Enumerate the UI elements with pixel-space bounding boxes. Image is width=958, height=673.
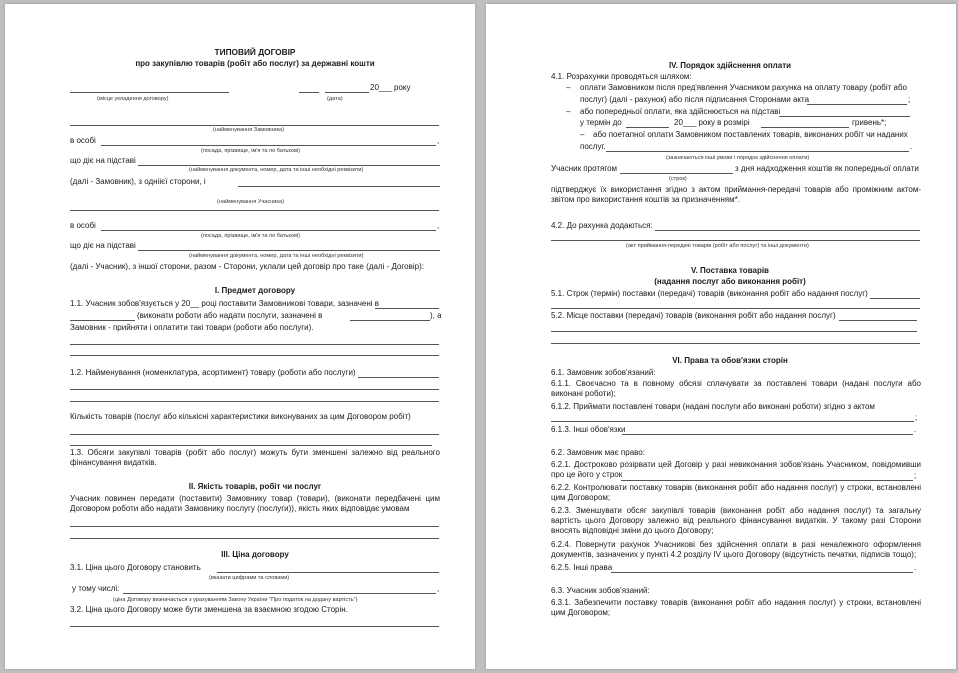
clause-6-2-5-blank: [611, 572, 913, 573]
section-4-heading: IV. Порядок здійснення оплати: [668, 61, 792, 70]
clause-1-1-line3: Замовник - прийняти і оплатити такі товари (роботи або послуги).: [70, 323, 314, 332]
clause-6-2-1-blank: [621, 480, 913, 481]
contract-page-1: ТИПОВИЙ ДОГОВІР про закупівлю товарів (робіт або послуг) за державні кошти 20___ року (місце укладення договору) (дата) (найменування Замовника) в особі , (посада, прізвище, ім'я та по батькові) що діє на підставі (найменування документа, номер, дата та інші необхідні реквізити) (далі - Замовник), з одніієї сторони, і (найменування Учасника) в особі , (посада, прізвище, ім'я та по батькові) що діє на підставі (найменування документа, номер, дата та інші необхідні реквізити) (далі - Учасник), з іншої сторони, разом - Сторони, уклали цей договір про таке (далі - Договір): І. Предмет договору 1.1. Учасник зобов'язується у 20__ році поставити Замовникові товари, зазначені в (виконати роботи або надати послуги, зазначені в ), а Замовник - прийняти і оплатити такі товари (роботи або послуги). 1.2. Найменування (номенклатура, асортимент) товару (роботи або послуги) Кількість товарів (послуг або кількісні характеристики виконуваних за цим Договором робіт) 1.3. Обсяги закупівлі товарів (робіт або послуг) можуть бути зменшені залежно від реального фінансування видатків. ІІ. Якість товарів, робіт чи послуг Учасник повинен передати (поставити) Замовнику товар (товари), (виконати передбачені цим Договором роботи або надати Замовнику послугу (послуги)), якість яких відповідає умовам ІІІ. Ціна договору 3.1. Ціна цього Договору становить (вказати цифрами та словами) у тому числі: , (ціна Договору визначається з урахуванням Закону України "Про податок на додану вартість") 3.2. Ціна цього Договору може бути зменшена за взаємною згодою Сторін.: [5, 4, 475, 669]
section-2-heading: ІІ. Якість товарів, робіт чи послуг: [188, 482, 322, 491]
parties-clause: (далі - Учасник), з іншої сторони, разом - Сторони, уклали цей договір про таке (далі - Договір):: [70, 262, 424, 271]
clause-6-1-2: 6.1.2. Приймати поставлені товари (надані послуги або виконані роботи) згідно з актом: [551, 402, 875, 411]
clause-4-2: 4.2. До рахунка додаються:: [551, 221, 653, 230]
document-caption-1: (найменування документа, номер, дата та інші необхідні реквізити): [189, 167, 364, 173]
bullet-3-line1: або поетапної оплати Замовником поставлених товарів, виконаних робіт чи наданих: [593, 130, 908, 139]
clause-3-1: 3.1. Ціна цього Договору становить: [70, 563, 201, 572]
year-suffix: року: [394, 83, 411, 92]
clause-6-1: 6.1. Замовник зобов'язаний:: [551, 368, 656, 377]
place-caption: (місце укладення договору): [97, 96, 169, 102]
position-caption-1: (посада, прізвище, ім'я та по батькові): [201, 148, 301, 154]
clause-1-1-blank1: [375, 308, 439, 309]
in-person-line-2: [101, 230, 436, 231]
clause-6-2-5: 6.2.5. Інші права: [551, 563, 613, 572]
bullet-3-line2: послуг.: [580, 142, 606, 151]
contract-page-2: IV. Порядок здійснення оплати 4.1. Розрахунки проводяться шляхом: – оплати Замовником після пред'явлення Учасником рахунка на оплату товару (робіт або послуг) (далі - рахунок) або після підписання Сторонами акта ; – або попередньої оплати, яка здійснюється на підставі у термін до 20___ року в розмірі гривень*; – або поетапної оплати Замовником поставлених товарів, виконаних робіт чи наданих послуг. . (зазначаються інші умови і порядок здійснення оплати) Учасник протягом з дня надходження коштів як попередньої оплати (строк) підтверджує їх використання згідно з актом приймання-передачі товарів або проміжним актом-звітом про використання коштів за призначенням*. 4.2. До рахунка додаються: (акт приймання-передачі товарів (робіт або послуг) та інші документи) V. Поставка товарів (надання послуг або виконання робіт) 5.1. Строк (термін) поставки (передачі) товарів (виконання робіт або надання послуг) 5.2. Місце поставки (передачі) товарів (виконання робіт або надання послуг) VI. Права та обов'язки сторін 6.1. Замовник зобов'язаний: 6.1.1. Своєчасно та в повному обсязі сплачувати за поставлені товари (надані послуги або виконані роботи); 6.1.2. Приймати поставлені товари (надані послуги або виконані роботи) згідно з актом ; 6.1.3. Інші обов'язки . 6.2. Замовник має право: 6.2.1. Достроково розірвати цей Договір у разі невиконання зобов'язань Учасником, повідомивши про це його у строк ; 6.2.2. Контролювати поставку товарів (виконання робіт або надання послуг) у строки, встановлені цим Договором; 6.2.3. Зменшувати обсяг закупівлі товарів (виконання робіт або надання послуг) та загальну вартість цього Договору залежно від реального фінансування видатків. У такому разі Сторони вносять відповідні зміни до цього Договору; 6.2.4. Повернути рахунок Учасникові без здійснення оплати в разі неналежного оформлення документів, зазначених у пункті 4.2 розділу IV цього Договору (відсутність печатки, підписів тощо); 6.2.5. Інші права . 6.3. Учасник зобов'язаний: 6.3.1. Забезпечити поставку товарів (виконання робіт або надання послуг) у строки, встановлені цим Договором;: [486, 4, 956, 669]
bullet-2-currency: гривень*;: [852, 118, 887, 127]
position-caption-2: (посада, прізвище, ім'я та по батькові): [201, 233, 301, 239]
clause-4-2-caption: (акт приймання-передачі товарів (робіт або послуг) та інші документи): [626, 243, 809, 249]
section-6-heading: VI. Права та обов'язки сторін: [672, 356, 788, 365]
clause-5-1: 5.1. Строк (термін) поставки (передачі) товарів (виконання робіт або надання послуг): [551, 289, 868, 298]
clause-1-1-blank4: [70, 344, 439, 345]
document-subtitle: про закупівлю товарів (робіт або послуг) за державні кошти: [135, 59, 375, 68]
bullet-2-year: 20___ року в розмірі: [674, 118, 750, 127]
bullet-2-blank1: [779, 116, 910, 117]
clause-6-2-4: 6.2.4. Повернути рахунок Учасникові без здійснення оплати в разі неналежного оформлення документів, зазначених у пункті 4.2 розділу IV цього Договору (відсутність печатки, підписів тощо);: [551, 540, 921, 559]
bullet-2-blank2: [626, 127, 669, 128]
price-line: [217, 572, 439, 573]
clause-3-2: 3.2. Ціна цього Договору може бути зменшена за взаємною згодою Сторін.: [70, 605, 348, 614]
date-month-line: [325, 92, 369, 93]
date-day-line: [299, 92, 319, 93]
document-caption-2: (найменування документа, номер, дата та інші необхідні реквізити): [189, 253, 364, 259]
bullet-dash-2: –: [566, 107, 571, 116]
clause-1-1-line1: 1.1. Учасник зобов'язується у 20__ році поставити Замовникові товари, зазначені в: [70, 299, 380, 308]
clause-1-2: 1.2. Найменування (номенклатура, асортимент) товару (роботи або послуги): [70, 368, 356, 377]
participant-within-2: з дня надходження коштів як попередньої оплати: [735, 164, 919, 173]
including-line: [123, 593, 436, 594]
clause-6-1-2-blank: [551, 421, 914, 422]
quantity-blank1: [70, 434, 439, 435]
customer-name-caption: (найменування Замовника): [213, 127, 284, 133]
quantity-blank2: [70, 445, 432, 446]
section-1-heading: І. Предмет договору: [214, 286, 296, 295]
in-person-line-1: [101, 145, 436, 146]
document-title: ТИПОВИЙ ДОГОВІР: [214, 47, 296, 57]
year-prefix: 20___: [370, 83, 393, 92]
section-5-heading: V. Поставка товарів: [691, 266, 769, 275]
place-line: [70, 92, 229, 93]
clause-6-2: 6.2. Замовник має право:: [551, 448, 645, 457]
section-2-text: Учасник повинен передати (поставити) Замовнику товар (товари), (виконати передбачені цим Договором роботи або надати Замовнику послугу (послуги)), якість яких відповідає умовам: [70, 494, 440, 513]
clause-1-1-line2-end: ), а: [430, 311, 442, 320]
customer-name-line: [70, 125, 439, 126]
clause-1-2-blank1: [358, 377, 439, 378]
term-caption: (строк): [669, 176, 687, 182]
clause-5-2-blank2: [551, 331, 917, 332]
bullet-2-line1: або попередньої оплати, яка здійснюється на підставі: [580, 107, 781, 116]
clause-3-2-blank: [70, 626, 439, 627]
clause-4-2-blank2: [551, 240, 920, 241]
section-3-heading: ІІІ. Ціна договору: [221, 550, 289, 559]
clause-6-1-3-blank: [622, 434, 913, 435]
bullet-2-blank3: [761, 127, 849, 128]
clause-1-1-blank3: [350, 320, 430, 321]
clause-6-1-3: 6.1.3. Інші обов'язки: [551, 425, 626, 434]
clause-6-3-1: 6.3.1. Забезпечити поставку товарів (виконання робіт або надання послуг) у строки, встановлені цим Договором;: [551, 598, 921, 617]
clause-5-2: 5.2. Місце поставки (передачі) товарів (виконання робіт або надання послуг): [551, 311, 836, 320]
clause-1-1-blank2: [70, 320, 135, 321]
clause-6-1-1: 6.1.1. Своєчасно та в повному обсязі сплачувати за поставлені товари (надані послуги або виконані роботи);: [551, 379, 921, 398]
bullet-1-blank: [807, 104, 907, 105]
clause-6-3: 6.3. Учасник зобов'язаний:: [551, 586, 650, 595]
clause-5-1-blank1: [870, 298, 920, 299]
section-5-subheading: (надання послуг або виконання робіт): [654, 277, 806, 286]
participant-name-line-b: [70, 210, 439, 211]
date-caption: (дата): [327, 96, 343, 102]
clause-4-1: 4.1. Розрахунки проводяться шляхом:: [551, 72, 692, 81]
clause-1-3: 1.3. Обсяги закупівлі товарів (робіт або послуг) можуть бути зменшені залежно від реального фінансування видатків.: [70, 448, 440, 467]
in-person-label-1: в особі: [70, 136, 96, 145]
bullet-1-line2: послуг) (далі - рахунок) або після підписання Сторонами акта: [580, 95, 810, 104]
clause-1-2-blank2: [70, 389, 439, 390]
acts-basis-line-2: [138, 250, 440, 251]
bullet-dash-3: –: [580, 130, 585, 139]
bullet-dash-1: –: [566, 83, 571, 92]
section-2-blank2: [70, 538, 439, 539]
clause-5-1-blank2: [551, 308, 920, 309]
acts-basis-label-1: що діє на підставі: [70, 156, 136, 165]
clause-4-2-blank1: [655, 230, 920, 231]
including-label: у тому числі:: [72, 584, 120, 593]
clause-1-1-blank5: [70, 355, 439, 356]
bullet-2-term: у термін до: [580, 118, 622, 127]
clause-5-2-blank1: [839, 320, 917, 321]
clause-5-2-blank3: [551, 343, 920, 344]
clause-1-1-line2: (виконати роботи або надати послуги, зазначені в: [137, 311, 323, 320]
section-2-blank1: [70, 526, 439, 527]
participant-within: Учасник протягом: [551, 164, 618, 173]
participant-caption: (найменування Учасника): [217, 199, 284, 205]
customer-side-text: (далі - Замовник), з одніієї сторони, і: [70, 177, 206, 186]
quantity-label: Кількість товарів (послуг або кількісні характеристики виконуваних за цим Договором робіт): [70, 412, 411, 421]
bullet-3-blank: [606, 151, 909, 152]
acts-basis-line-1: [138, 165, 440, 166]
participant-name-line-a: [238, 186, 440, 187]
in-person-label-2: в особі: [70, 221, 96, 230]
clause-6-2-2: 6.2.2. Контролювати поставку товарів (виконання робіт або надання послуг) у строки, встановлені цим Договором;: [551, 483, 921, 502]
vat-caption: (ціна Договору визначається з урахуванням Закону України "Про податок на додану вартість"): [113, 597, 358, 603]
term-blank: [620, 173, 733, 174]
acts-basis-label-2: що діє на підставі: [70, 241, 136, 250]
price-caption: (вказати цифрами та словами): [209, 575, 290, 581]
other-terms-caption: (зазначаються інші умови і порядок здійснення оплати): [666, 155, 810, 161]
clause-1-2-blank3: [70, 401, 439, 402]
confirm-text: підтверджує їх використання згідно з актом приймання-передачі товарів або проміжним актом-звітом про використання коштів за призначенням*.: [551, 185, 921, 204]
clause-6-2-3: 6.2.3. Зменшувати обсяг закупівлі товарів (виконання робіт або надання послуг) та загальну вартість цього Договору залежно від реального фінансування видатків. У такому разі Сторони вносять відповідні зміни до цього Договору;: [551, 506, 921, 535]
clause-6-2-1: 6.2.1. Достроково розірвати цей Договір у разі невиконання зобов'язань Учасником, повідомивши про це його у строк: [551, 460, 921, 479]
bullet-1-line1: оплати Замовником після пред'явлення Учасником рахунка на оплату товару (робіт або: [580, 83, 907, 92]
